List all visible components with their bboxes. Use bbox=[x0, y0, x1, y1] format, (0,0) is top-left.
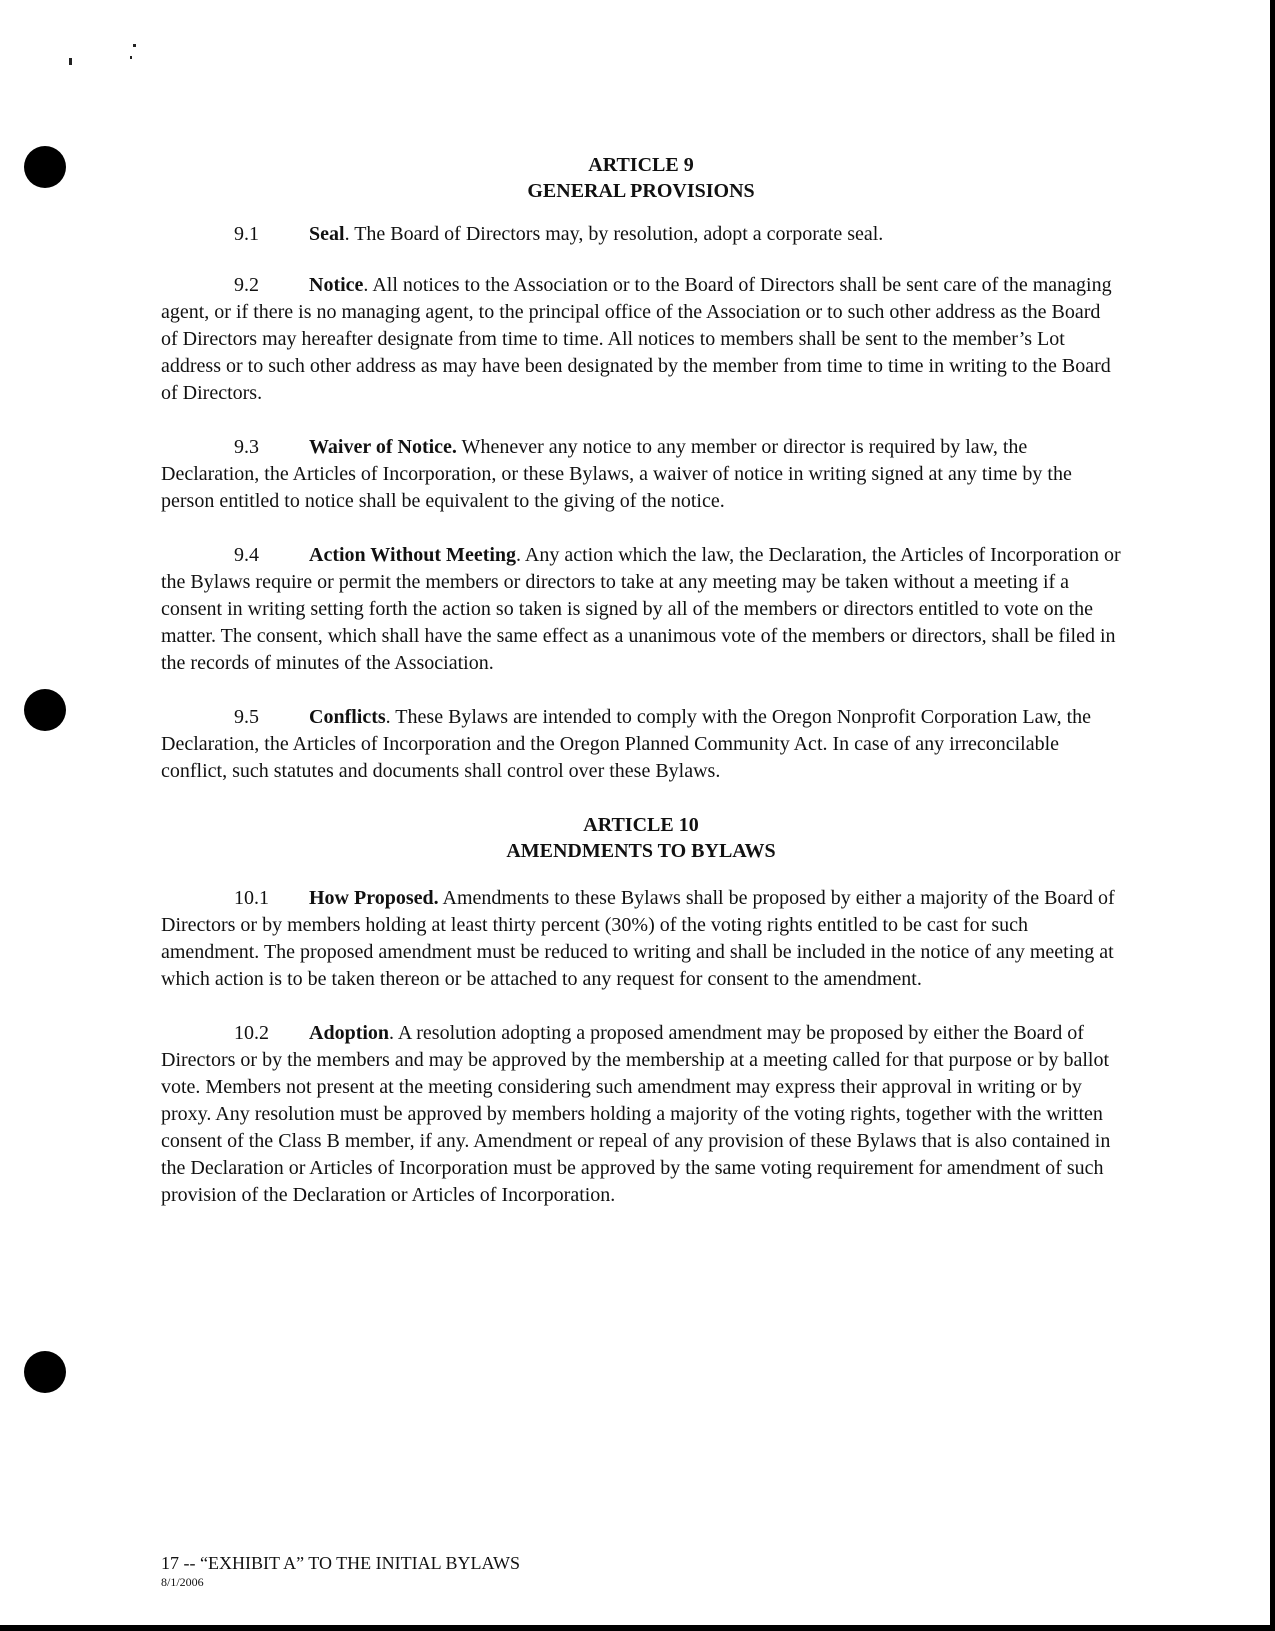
footer-date: 8/1/2006 bbox=[161, 1575, 204, 1589]
article-10-heading bbox=[161, 812, 1121, 864]
section-title: Action Without Meeting bbox=[309, 544, 517, 566]
article-9-number: ARTICLE 9 bbox=[588, 154, 694, 176]
section-title: Waiver of Notice. bbox=[309, 436, 457, 458]
article-9-title: GENERAL PROVISIONS bbox=[527, 180, 755, 202]
section-text: Amendments to these Bylaws shall be proposed by either a majority of the Board of Directors or by members holding at least thirty percent (30%) of the voting rights entitled to be cast for such amendment. The proposed amendment must be reduced to writing and shall be included in the notice of any meeting at which action is to be taken thereon or be attached to any request for consent to the amendment. bbox=[161, 887, 1115, 990]
section-number: 10.2 bbox=[234, 1022, 269, 1044]
page-footer bbox=[161, 1552, 520, 1590]
section-text: Whenever any notice to any member or director is required by law, the Declaration, the Articles of Incorporation, or these Bylaws, a waiver of notice in writing signed at any time by the person entitled to notice shall be equivalent to the giving of the notice. bbox=[161, 436, 1072, 512]
section-10-1 bbox=[161, 885, 1121, 993]
punch-hole-bottom bbox=[24, 1351, 66, 1393]
section-9-1 bbox=[161, 221, 1121, 248]
section-number: 9.5 bbox=[234, 706, 259, 728]
section-10-2 bbox=[161, 1020, 1121, 1209]
footer-page-label: 17 -- “EXHIBIT A” TO THE INITIAL BYLAWS bbox=[161, 1553, 520, 1573]
section-title: Seal bbox=[309, 223, 345, 245]
section-number: 9.2 bbox=[234, 274, 259, 296]
article-10-title: AMENDMENTS TO BYLAWS bbox=[506, 840, 776, 862]
section-9-2 bbox=[161, 272, 1121, 407]
section-title: How Proposed. bbox=[309, 887, 439, 909]
punch-hole-top bbox=[24, 146, 66, 188]
punch-hole-middle bbox=[24, 689, 66, 731]
section-title: Conflicts bbox=[309, 706, 386, 728]
section-number: 10.1 bbox=[234, 887, 269, 909]
document-body bbox=[161, 152, 1121, 1209]
section-9-3 bbox=[161, 434, 1121, 515]
section-text: . Any action which the law, the Declaration, the Articles of Incorporation or the Bylaws require or permit the members or directors to take at any meeting may be taken without a meeting if a consent in writing setting forth the action so taken is signed by all of the members or directors entitled to vote on the matter. The consent, which shall have the same effect as a unanimous vote of the members or directors, shall be filed in the records of minutes of the Association. bbox=[161, 544, 1121, 674]
section-title: Notice bbox=[309, 274, 364, 296]
section-text: . These Bylaws are intended to comply with the Oregon Nonprofit Corporation Law, the Declaration, the Articles of Incorporation and the Oregon Planned Community Act. In case of any irreconcilable conflict, such statutes and documents shall control over these Bylaws. bbox=[161, 706, 1092, 782]
section-number: 9.1 bbox=[234, 223, 259, 245]
section-number: 9.4 bbox=[234, 544, 259, 566]
scan-border-bottom bbox=[0, 1625, 1275, 1631]
section-text: . All notices to the Association or to the Board of Directors shall be sent care of the managing agent, or if there is no managing agent, to the principal office of the Association or to such other address as the Board of Directors may hereafter designate from time to time. All notices to members shall be sent to the member’s Lot address or to such other address as may have been designated by the member from time to time in writing to the Board of Directors. bbox=[161, 274, 1112, 404]
section-text: . A resolution adopting a proposed amendment may be proposed by either the Board of Directors or by the members and may be approved by the membership at a meeting called for that purpose or by ballot vote. Members not present at the meeting considering such amendment may express their approval in writing or by proxy. Any resolution must be approved by members holding a majority of the voting rights, together with the written consent of the Class B member, if any. Amendment or repeal of any provision of these Bylaws that is also contained in the Declaration or Articles of Incorporation must be approved by the same voting requirement for amendment of such provision of the Declaration or Articles of Incorporation. bbox=[161, 1022, 1111, 1206]
section-text: . The Board of Directors may, by resolution, adopt a corporate seal. bbox=[344, 223, 884, 245]
scan-speck bbox=[130, 56, 132, 59]
scan-speck bbox=[133, 44, 136, 47]
section-9-4 bbox=[161, 542, 1121, 677]
article-9-heading bbox=[161, 152, 1121, 204]
scan-speck bbox=[69, 58, 72, 65]
article-10-number: ARTICLE 10 bbox=[583, 814, 699, 836]
section-title: Adoption bbox=[309, 1022, 390, 1044]
section-number: 9.3 bbox=[234, 436, 259, 458]
section-9-5 bbox=[161, 704, 1121, 785]
scan-border-right bbox=[1270, 0, 1275, 1631]
